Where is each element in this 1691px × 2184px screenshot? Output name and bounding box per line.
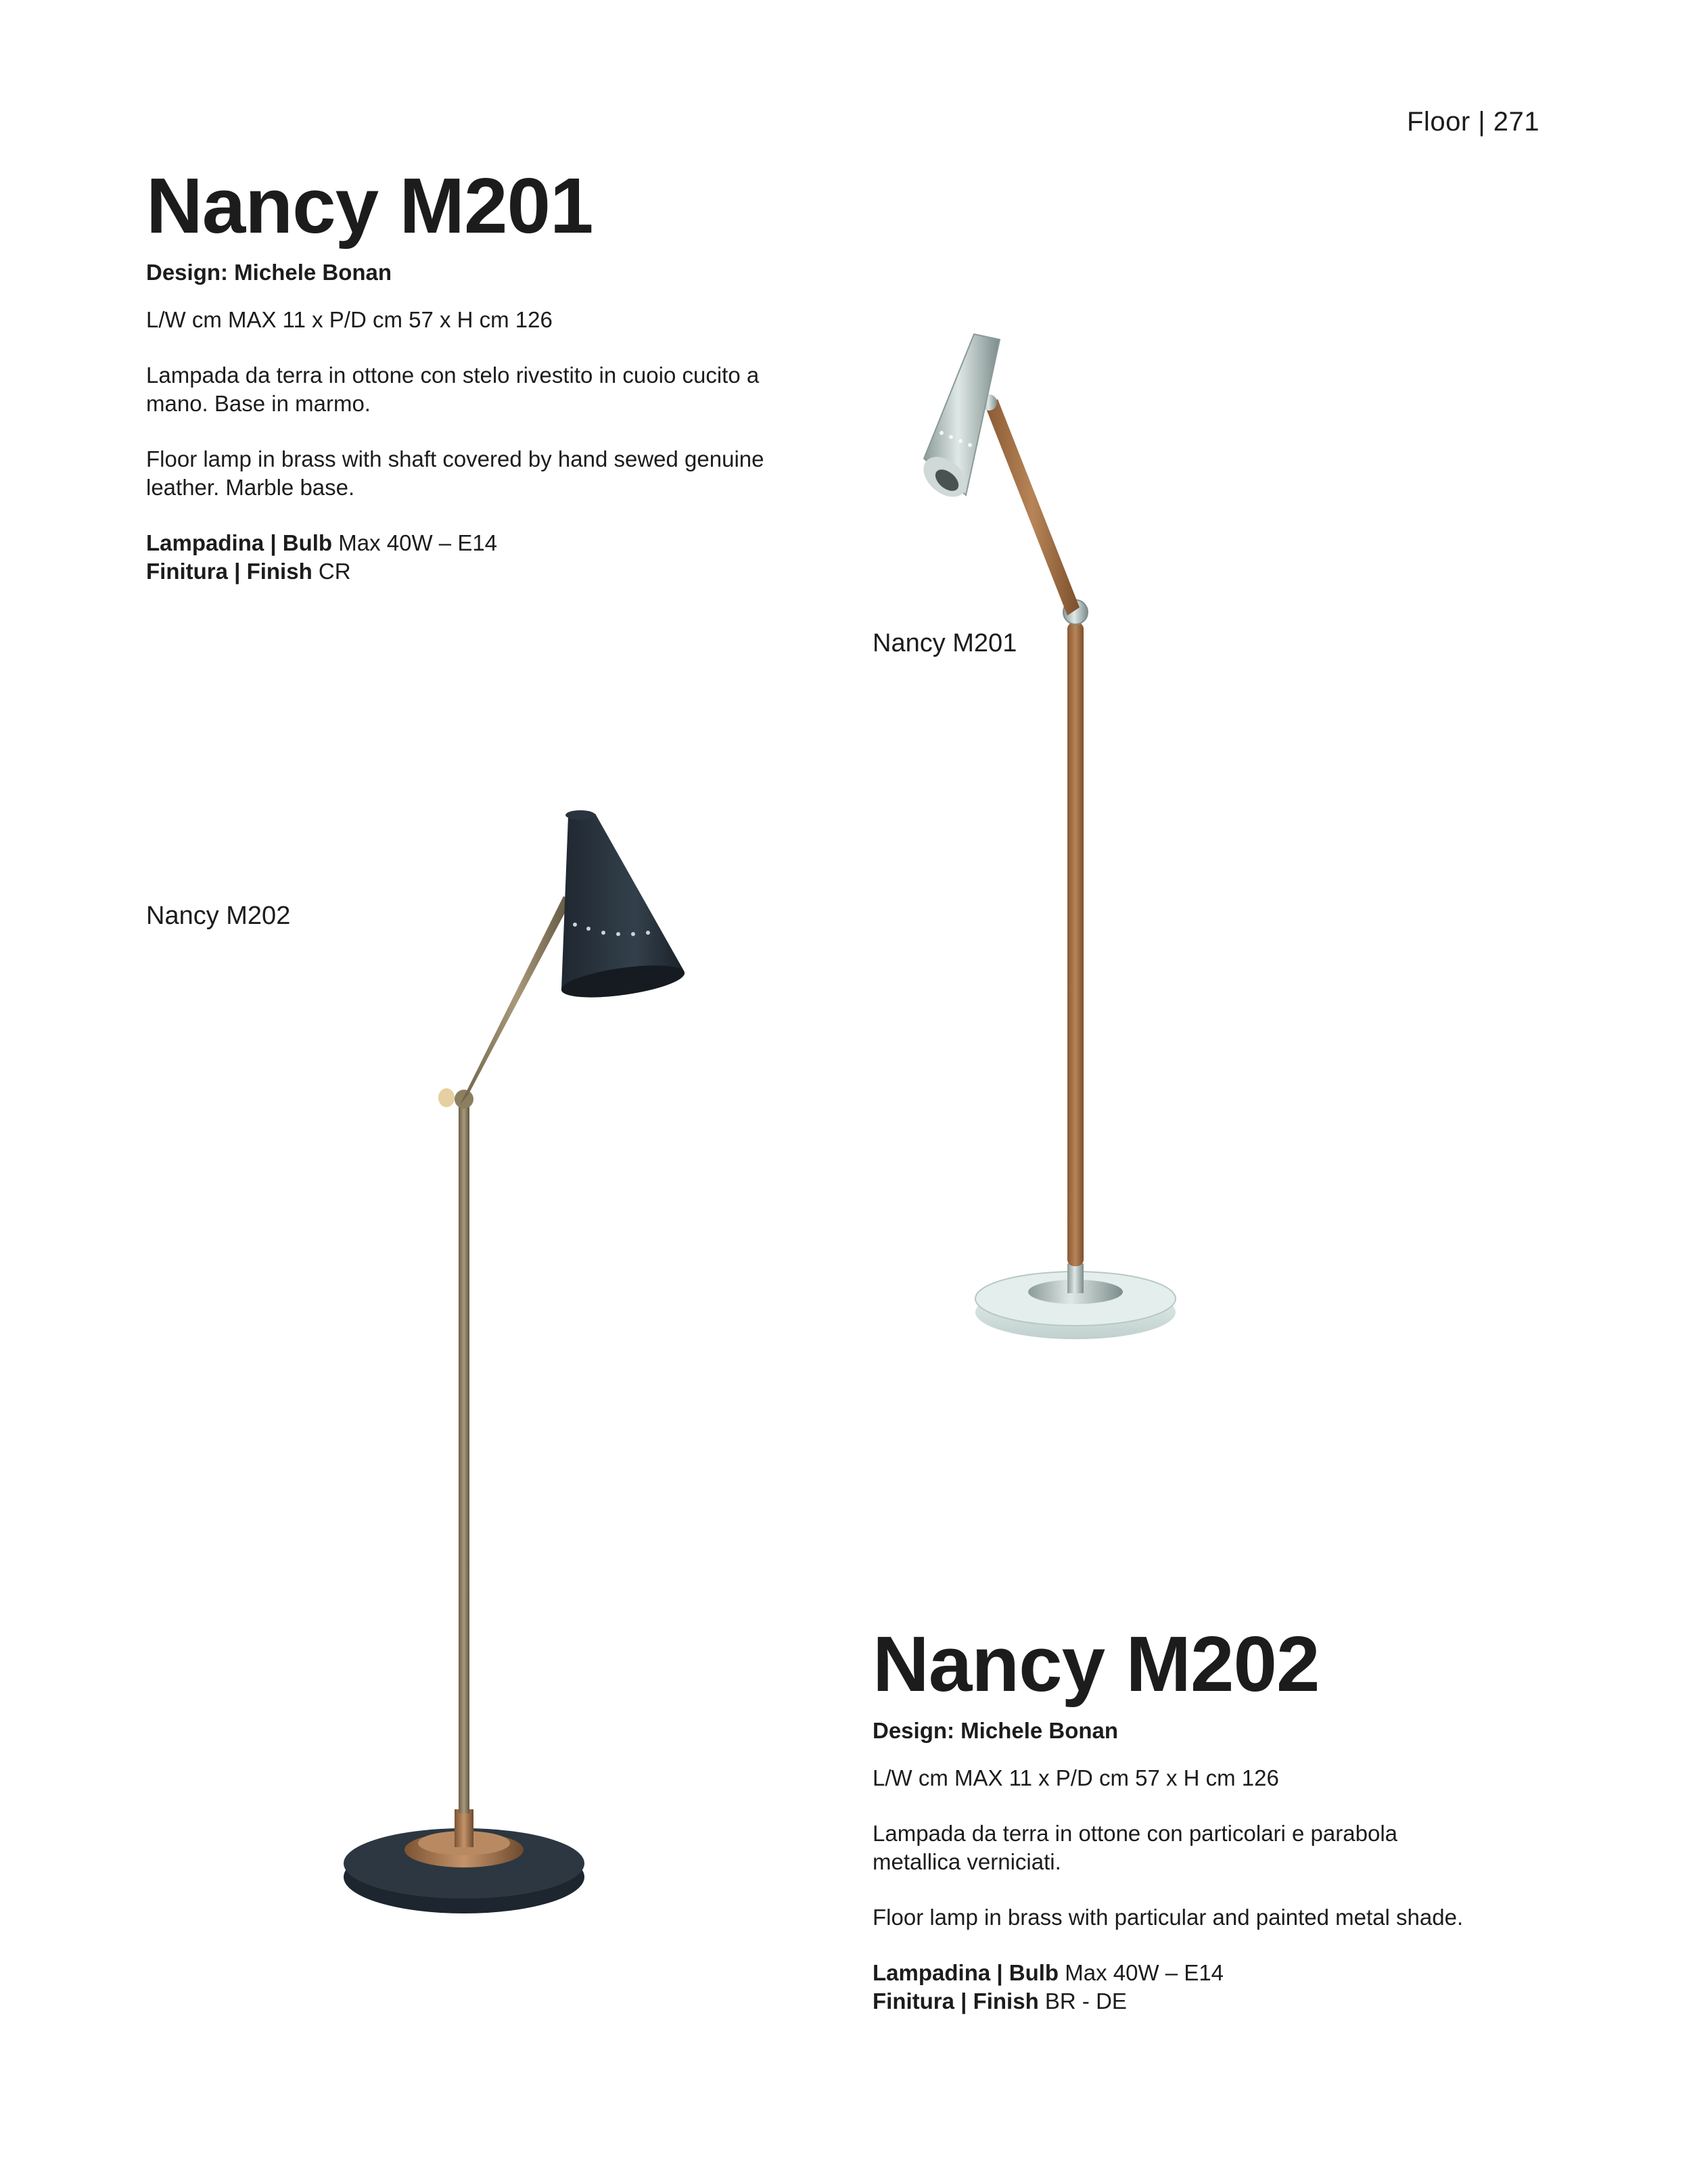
designer-credit: Design: Michele Bonan xyxy=(146,260,392,285)
leather-shaft-shape xyxy=(1067,622,1084,1266)
finish-spec xyxy=(146,557,823,586)
black-shade-shape xyxy=(561,814,685,990)
page-number: Floor | 271 xyxy=(1407,107,1539,137)
bulb-spec xyxy=(146,529,823,557)
dimensions: L/W cm MAX 11 x P/D cm 57 x H cm 126 xyxy=(146,307,553,332)
description-english: Floor lamp in brass with particular and painted metal shade. xyxy=(873,1905,1464,1930)
finish-label: Finitura | Finish xyxy=(873,1989,1039,2014)
leather-arm-shape xyxy=(986,399,1080,615)
description-italian: Lampada da terra in ottone con stelo rivestito in cuoio cucito a mano. Base in marmo. xyxy=(146,363,760,416)
finish-label: Finitura | Finish xyxy=(146,559,312,584)
brass-arm-shape xyxy=(460,896,572,1105)
finish-value: BR - DE xyxy=(1044,1989,1127,2014)
brass-shaft-shape xyxy=(459,1099,469,1813)
product-m202-info xyxy=(873,1620,1549,2016)
bulb-label: Lampadina | Bulb xyxy=(873,1960,1059,1985)
product-title: Nancy M202 xyxy=(873,1620,1320,1708)
lamp-image-m202 xyxy=(338,808,703,1924)
designer-credit: Design: Michele Bonan xyxy=(873,1718,1119,1743)
bulb-value: Max 40W – E14 xyxy=(1065,1960,1224,1985)
description-italian: Lampada da terra in ottone con particolari e parabola metallica verniciati. xyxy=(873,1821,1397,1874)
finish-spec xyxy=(873,1987,1549,2016)
bulb-value: Max 40W – E14 xyxy=(338,530,498,555)
lamp-image-m201 xyxy=(906,325,1366,1366)
finish-value: CR xyxy=(318,559,351,584)
image-caption-m202: Nancy M202 xyxy=(146,902,291,930)
bulb-spec xyxy=(873,1959,1549,1987)
image-caption-m201: Nancy M201 xyxy=(873,629,1017,657)
bulb-label: Lampadina | Bulb xyxy=(146,530,333,555)
dimensions: L/W cm MAX 11 x P/D cm 57 x H cm 126 xyxy=(873,1765,1279,1790)
product-title: Nancy M201 xyxy=(146,162,593,250)
product-m201-info xyxy=(146,162,823,586)
description-english: Floor lamp in brass with shaft covered by hand sewed genuine leather. Marble base. xyxy=(146,446,764,500)
